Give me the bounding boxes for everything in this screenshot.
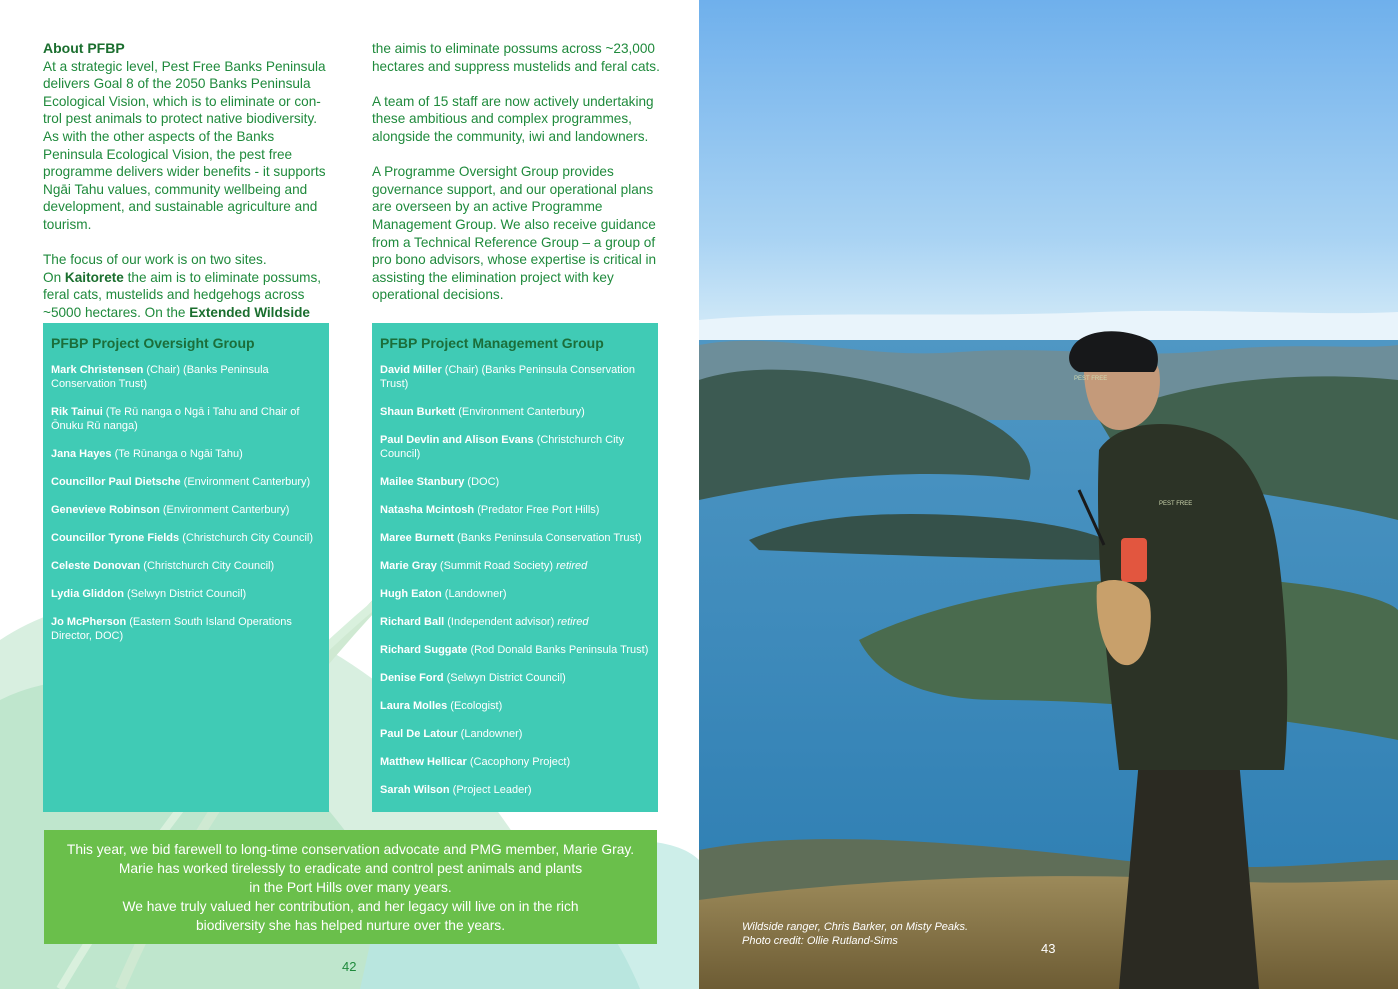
member-status: retired [557,616,589,628]
about-column-right [372,40,662,322]
management-member [380,755,650,769]
member-status: retired [556,560,588,572]
member-role: (Banks Peninsula Conservation Trust) [453,532,642,544]
oversight-member [51,475,321,489]
management-group-title: PFBP Project Management Group [380,335,604,351]
member-name: Hugh Eaton [380,588,442,600]
about-paragraph-5: A Programme Oversight Group provides governance support, and our operational plans are overseen by an active Programme Management Group. We also receive guidance from a Technical Reference Group – a group of pro bono advisors, whose expertise is critical in assisting the elimination project with key operational decisions. [372,164,657,303]
management-member [380,643,650,657]
about-paragraph-1: At a strategic level, Pest Free Banks Peninsula delivers Goal 8 of the 2050 Banks Peninsula Ecological Vision, which is to eliminate or con-trol pest animals to protect native biodiversity. As with the other aspects of the Banks Peninsula Ecological Vision, the pest free programme delivers wider benefits - it supports Ngāi Tahu values, community wellbeing and development, and sustainable agriculture and tourism. [43,58,326,232]
member-role: (Christchurch City Council) [140,560,275,572]
management-member [380,727,650,741]
member-name: Jo McPherson [51,616,127,628]
radio-device [1121,538,1147,582]
member-name: Councillor Paul Dietsche [51,476,181,488]
management-member [380,559,650,573]
member-role: (DOC) [464,476,500,488]
management-group-box [372,323,658,812]
member-role: (Selwyn District Council) [443,672,566,684]
ranger-landscape-photo [699,0,1398,989]
management-member [380,783,650,797]
member-name: Denise Ford [380,672,444,684]
member-name: Richard Ball [380,616,445,628]
member-role: (Eastern South Island Operations Director, DOC) [51,616,292,642]
member-name: Maree Burnett [380,532,454,544]
member-role: (Independent advisor) [444,616,558,628]
management-member [380,587,650,601]
management-member [380,475,650,489]
ranger-legs [1119,760,1259,989]
member-role: (Ecologist) [447,700,503,712]
management-member [380,503,650,517]
photo-caption [742,920,968,948]
right-page-photo [699,0,1398,989]
farewell-line: Marie has worked tirelessly to eradicate and control pest animals and plants [118,861,583,876]
oversight-member [51,503,321,517]
about-heading: About PFBP [43,40,125,56]
member-name: Genevieve Robinson [51,504,160,516]
oversight-member [51,615,321,643]
farewell-box [44,830,657,944]
about-column-left [43,40,333,339]
member-role: (Te Rū nanga o Ngā i Tahu and Chair of Ōnuku Rū nanga) [51,406,300,432]
oversight-member [51,559,321,573]
member-name: Richard Suggate [380,644,468,656]
management-member [380,433,650,461]
member-role: (Cacophony Project) [466,756,571,768]
oversight-member [51,531,321,545]
farewell-line: biodiversity she has helped nurture over the years. [195,918,506,933]
member-name: Paul Devlin and Alison Evans [380,434,534,446]
member-name: Lydia Gliddon [51,588,124,600]
member-name: Mark Christensen [51,364,144,376]
member-name: Sarah Wilson [380,784,450,796]
member-name: Jana Hayes [51,448,112,460]
member-role: (Environment Canterbury) [455,406,585,418]
photo-caption-line-1: Wildside ranger, Chris Barker, on Misty Peaks. [742,921,969,933]
management-member-list [372,363,658,797]
farewell-line: We have truly valued her contribution, and her legacy will live on in the rich [122,899,579,914]
sky [699,0,1398,340]
page-number-right: 43 [1041,941,1056,956]
oversight-member [51,587,321,601]
management-member [380,615,650,629]
oversight-member [51,363,321,391]
distant-clouds [699,311,1398,345]
member-role: (Environment Canterbury) [180,476,311,488]
member-role: (Project Leader) [449,784,532,796]
member-role: (Te Rūnanga o Ngāi Tahu) [111,448,243,460]
photo-credit: Photo credit: Ollie Rutland-Sims [742,935,898,947]
member-name: Shaun Burkett [380,406,456,418]
member-name: Natasha Mcintosh [380,504,475,516]
member-name: Laura Molles [380,700,448,712]
oversight-member [51,405,321,433]
member-role: (Predator Free Port Hills) [474,504,600,516]
member-role: (Christchurch City Council) [179,532,314,544]
management-member [380,699,650,713]
extended-wildside-label: Extended Wildside [189,304,310,320]
oversight-group-box [43,323,329,812]
management-member [380,671,650,685]
oversight-group-title: PFBP Project Oversight Group [51,335,255,351]
management-member [380,363,650,391]
about-paragraph-2 [43,251,333,321]
member-role: (Landowner) [441,588,507,600]
oversight-member-list [43,363,329,643]
about-paragraph-3: the aimis to eliminate possums across ~23,000 hectares and suppress mustelids and feral cats. [372,41,660,74]
about-paragraph-4: A team of 15 staff are now actively undertaking these ambitious and complex programmes, alongside the community, iwi and landowners. [372,93,654,144]
management-member [380,405,650,419]
member-name: Matthew Hellicar [380,756,467,768]
member-role: (Environment Canterbury) [159,504,290,516]
focus-text-on: On [43,269,65,285]
member-name: David Miller [380,364,442,376]
member-name: Celeste Donovan [51,560,141,572]
focus-text-middle: the aim is to eliminate possums, feral cats, mustelids and hedgehogs across ~5000 hectares. On the [43,269,322,320]
member-name: Councillor Tyrone Fields [51,532,180,544]
member-role: (Rod Donald Banks Peninsula Trust) [467,644,649,656]
cap-logo: PEST FREE [1074,376,1108,382]
farewell-line: This year, we bid farewell to long-time conservation advocate and PMG member, Marie Gray. [66,842,635,857]
page-number-left: 42 [342,959,357,974]
kaitorete-label: Kaitorete [64,269,124,285]
member-name: Mailee Stanbury [380,476,465,488]
member-role: (Selwyn District Council) [123,588,247,600]
member-name: Rik Tainui [51,406,103,418]
oversight-member [51,447,321,461]
management-member [380,531,650,545]
member-role: (Christchurch City Council) [380,434,625,460]
member-role: (Chair) (Banks Peninsula Conservation Trust) [380,364,635,390]
member-role: (Chair) (Banks Peninsula Conservation Trust) [51,364,269,390]
member-role: (Landowner) [457,728,523,740]
focus-sentence: The focus of our work is on two sites. [43,252,267,268]
member-name: Marie Gray [380,560,437,572]
member-role: (Summit Road Society) [436,560,557,572]
member-name: Paul De Latour [380,728,458,740]
jacket-logo: PEST FREE [1159,501,1193,507]
farewell-line: in the Port Hills over many years. [249,880,452,895]
